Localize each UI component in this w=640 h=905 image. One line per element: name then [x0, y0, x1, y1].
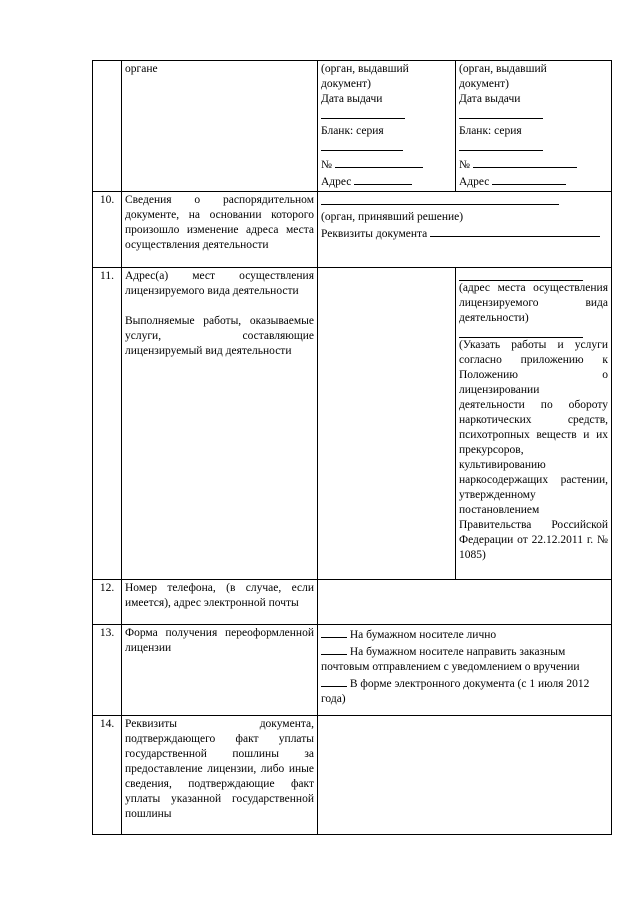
row-label: Номер телефона, (в случае, если имеется), адрес электронной почты: [122, 580, 318, 625]
blank-series-label: Бланк: серия: [321, 125, 384, 137]
issue-date-field[interactable]: [321, 107, 452, 124]
decision-document-cell: [318, 192, 612, 268]
row-label: органе: [122, 61, 318, 192]
row-label: Форма получения переоформленной лицензии: [122, 625, 318, 716]
row-number: 10.: [93, 192, 122, 268]
blank-series-field[interactable]: [321, 139, 452, 156]
issuing-authority-col3: [318, 61, 456, 192]
row-number: 13.: [93, 625, 122, 716]
table-row-10: [93, 192, 612, 268]
license-form-table: [92, 60, 612, 835]
row-number: 12.: [93, 580, 122, 625]
org-caption-line1: (орган, выдавший: [321, 63, 409, 75]
blank-series-label: Бланк: серия: [459, 125, 522, 137]
table-row-11: [93, 268, 612, 580]
table-row-12: [93, 580, 612, 625]
activity-address-hint: (адрес места осуществления лицензируемого вида деятельности): [459, 282, 608, 324]
requisites-label: Реквизиты документа: [321, 228, 428, 240]
row-label: Реквизиты документа, подтверждающего факт уплаты государственной пошлины за предоставление лицензии, либо иные сведения, подтверждающие факт уплаты указанной государственной пошлины: [122, 716, 318, 835]
option-label: На бумажном носителе лично: [349, 629, 497, 641]
row-number: [93, 61, 122, 192]
blank-series-field[interactable]: [459, 139, 608, 156]
number-label: №: [321, 159, 332, 171]
decision-org-field[interactable]: [321, 193, 608, 210]
issue-date-field[interactable]: [459, 107, 608, 124]
table-row-issuing-authority: [93, 61, 612, 192]
issue-date-label: Дата выдачи: [321, 93, 383, 105]
table-row-14: [93, 716, 612, 835]
address-label: Адрес: [321, 176, 352, 188]
address-field[interactable]: [321, 173, 452, 190]
row-number: 11.: [93, 268, 122, 580]
issuing-authority-col4: [456, 61, 612, 192]
row-label: [122, 268, 318, 580]
decision-requisites-field[interactable]: [321, 225, 608, 242]
org-caption-line2: документ): [459, 78, 510, 90]
option-label: На бумажном носителе направить заказным почтовым отправлением с уведомлением о вручении: [321, 646, 580, 673]
works-hint: (Указать работы и услуги согласно приложению к Положению о лицензировании деятельности по обороту наркотических средств, психотропных веществ и их прекурсоров, культивированию наркосодержащих растении, утвержденному постановлением Правительства Российской Федерации от 22.12.2011 г. № 1085): [459, 339, 608, 561]
org-caption-line1: (орган, выдавший: [459, 63, 547, 75]
option-electronic[interactable]: [321, 675, 608, 707]
number-field[interactable]: [321, 156, 452, 173]
contact-field[interactable]: [318, 580, 612, 625]
works-services-label: Выполняемые работы, оказываемые услуги, составляющие лицензируемый вид деятельности: [125, 315, 314, 357]
row-label: Сведения о распорядительном документе, на основании которого произошло изменение адреса места осуществления деятельности: [122, 192, 318, 268]
option-paper-by-mail[interactable]: [321, 643, 608, 675]
address-of-activity-label: Адрес(а) мест осуществления лицензируемого вида деятельности: [125, 270, 314, 297]
works-field[interactable]: [459, 326, 608, 338]
address-label: Адрес: [459, 176, 490, 188]
state-fee-field[interactable]: [318, 716, 612, 835]
decision-org-caption: (орган, принявший решение): [321, 211, 464, 223]
address-field[interactable]: [459, 173, 608, 190]
activity-address-field[interactable]: [459, 269, 608, 281]
option-paper-in-person[interactable]: [321, 626, 608, 643]
activity-col4: [456, 268, 612, 580]
row-number: 14.: [93, 716, 122, 835]
issue-date-label: Дата выдачи: [459, 93, 521, 105]
receipt-form-options: [318, 625, 612, 716]
activity-col3[interactable]: [318, 268, 456, 580]
number-field[interactable]: [459, 156, 608, 173]
option-label: В форме электронного документа (с 1 июля 2012 года): [321, 678, 590, 705]
table-row-13: [93, 625, 612, 716]
number-label: №: [459, 159, 470, 171]
org-caption-line2: документ): [321, 78, 372, 90]
